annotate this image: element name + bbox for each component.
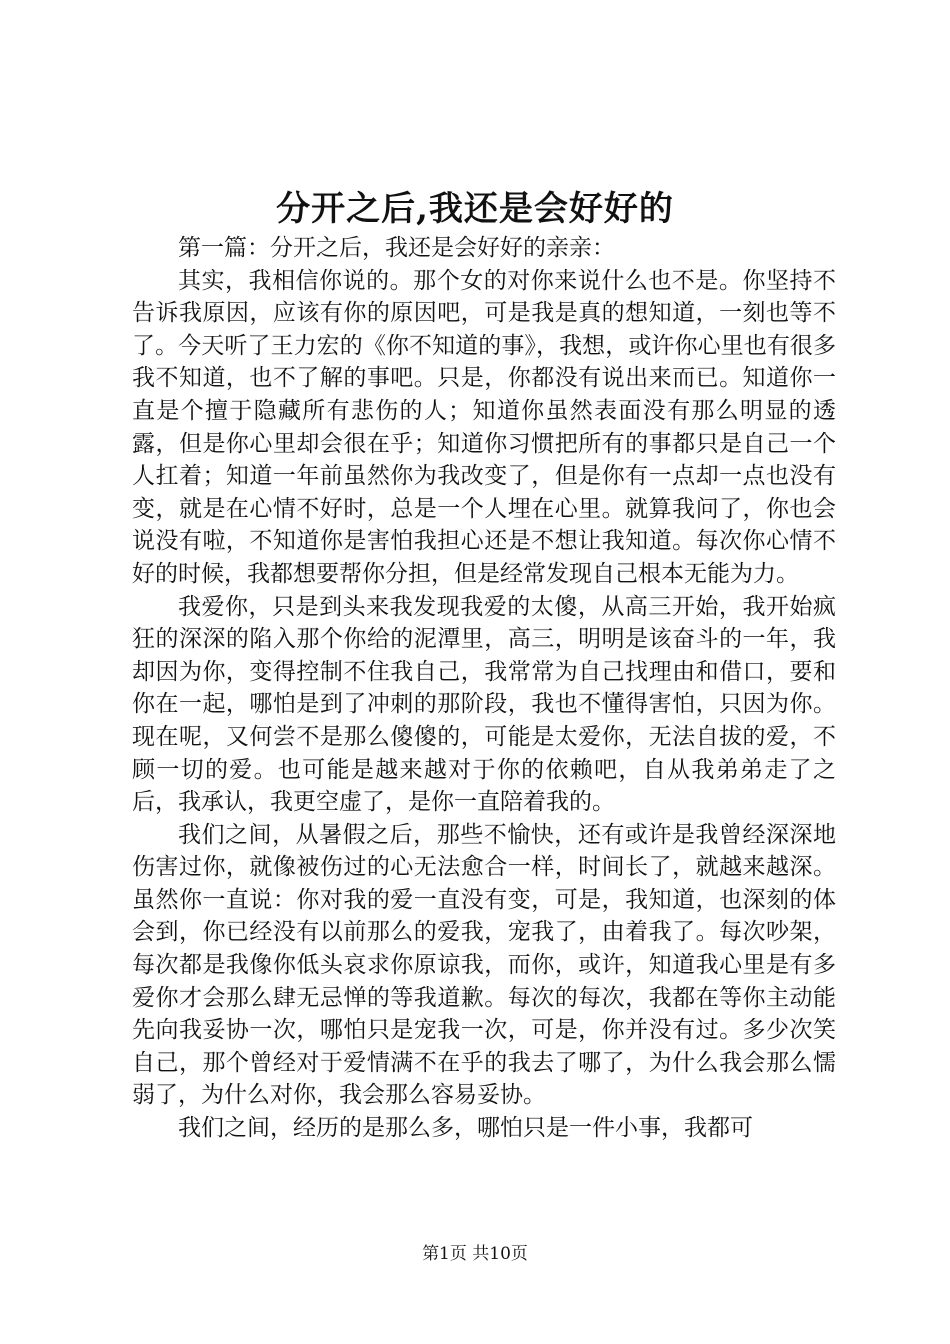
paragraph: 我们之间，从暑假之后，那些不愉快，还有或许是我曾经深深地伤害过你，就像被伤过的心无法愈合一样，时间长了，就越来越深。虽然你一直说：你对我的爱一直没有变，可是，我知道，也深刻的体会到，你已经没有以前那么的爱我，宠我了，由着我了。每次吵架，每次都是我像你低头哀求你原谅我，而你，或许，知道我心里是有多爱你才会那么肆无忌惮的等我道歉。每次的每次，我都在等你主动能先向我妥协一次，哪怕只是宠我一次，可是，你并没有过。多少次笑自己，那个曾经对于爱情满不在乎的我去了哪了，为什么我会那么懦弱了，为什么对你，我会那么容易妥协。 (132, 821, 836, 1109)
document-title: 分开之后,我还是会好好的 (276, 189, 674, 229)
paragraph: 其实，我相信你说的。那个女的对你来说什么也不是。你坚持不告诉我原因，应该有你的原因吧，可是我是真的想知道，一刻也等不了。今天听了王力宏的《你不知道的事》，我想，或许你心里也有很多我不知道，也不了解的事吧。只是，你都没有说出来而已。知道你一直是个擅于隐藏所有悲伤的人；知道你虽然表面没有那么明显的透露，但是你心里却会很在乎；知道你习惯把所有的事都只是自己一个人扛着；知道一年前虽然你为我改变了，但是你有一点却一点也没有变，就是在心情不好时，总是一个人埋在心里。就算我问了，你也会说没有啦，不知道你是害怕我担心还是不想让我知道。每次你心情不好的时候，我都想要帮你分担，但是经常发现自己根本无能为力。 (132, 267, 836, 587)
paragraph: 第一篇：分开之后，我还是会好好的亲亲： (178, 235, 615, 261)
paragraph: 我们之间，经历的是那么多，哪怕只是一件小事，我都可 (178, 1115, 753, 1142)
document-body (132, 232, 836, 1145)
page-footer: 第1页 共10页 (422, 1244, 528, 1264)
paragraph: 我爱你，只是到头来我发现我爱的太傻，从高三开始，我开始疯狂的深深的陷入那个你给的泥潭里，高三，明明是该奋斗的一年，我却因为你，变得控制不住我自己，我常常为自己找理由和借口，要和你在一起，哪怕是到了冲刺的那阶段，我也不懂得害怕，只因为你。现在呢，又何尝不是那么傻傻的，可能是太爱你，无法自拔的爱，不顾一切的爱。也可能是越来越对于你的依赖吧，自从我弟弟走了之后，我承认，我更空虚了，是你一直陪着我的。 (132, 593, 836, 816)
